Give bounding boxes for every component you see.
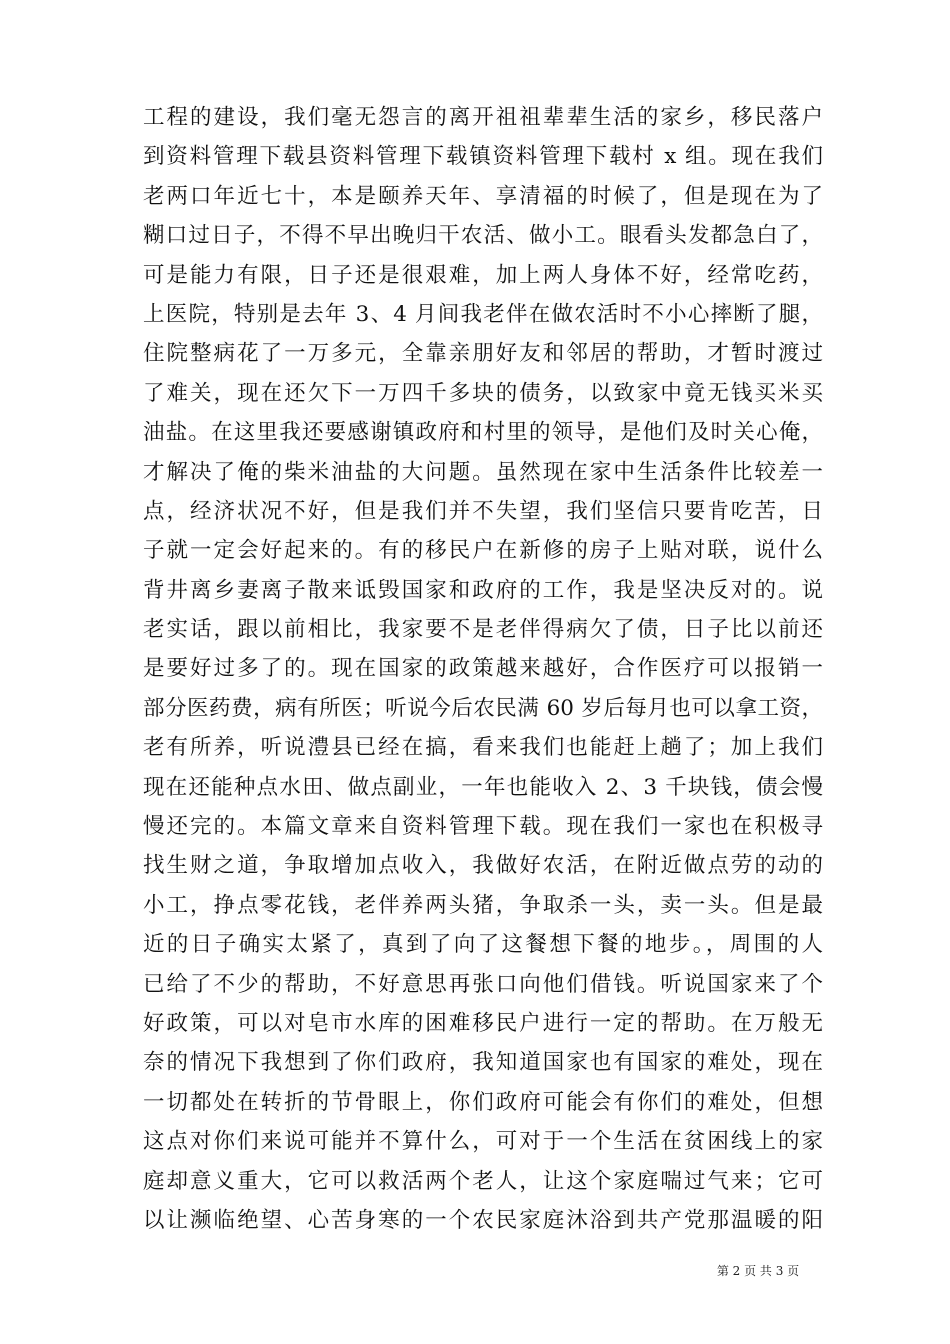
text-line: 部分医药费，病有所医；听说今后农民满 60 岁后每月也可以拿工资， — [143, 695, 823, 721]
text-line: 可是能力有限，日子还是很艰难，加上两人身体不好，经常吃药， — [143, 262, 823, 288]
text-line: 老两口年近七十，本是颐养天年、享清福的时候了，但是现在为了 — [143, 183, 823, 209]
text-line: 这点对你们来说可能并不算什么，可对于一个生活在贫困线上的家 — [143, 1129, 823, 1155]
page-number: 第 2 页 共 3 页 — [716, 1264, 800, 1278]
text-line: 老实话，跟以前相比，我家要不是老伴得病欠了债，日子比以前还 — [143, 617, 823, 643]
text-line: 现在还能种点水田、做点副业，一年也能收入 2、3 千块钱，债会慢 — [143, 774, 823, 800]
text-line: 找生财之道，争取增加点收入，我做好农活，在附近做点劳的动的 — [143, 853, 823, 879]
text-line: 以让濒临绝望、心苦身寒的一个农民家庭沐浴到共产党那温暖的阳 — [143, 1207, 823, 1233]
text-line: 奈的情况下我想到了你们政府，我知道国家也有国家的难处，现在 — [143, 1050, 823, 1076]
text-line: 慢还完的。本篇文章来自资料管理下载。现在我们一家也在积极寻 — [143, 814, 823, 840]
text-line: 工程的建设，我们毫无怨言的离开祖祖辈辈生活的家乡，移民落户 — [143, 105, 823, 130]
text-line: 是要好过多了的。现在国家的政策越来越好，合作医疗可以报销一 — [143, 656, 823, 682]
text-line: 老有所养，听说澧县已经在搞，看来我们也能赶上趟了；加上我们 — [143, 735, 823, 761]
text-line: 庭却意义重大，它可以救活两个老人，让这个家庭喘过气来；它可 — [143, 1168, 823, 1194]
text-line: 到资料管理下载县资料管理下载镇资料管理下载村 x 组。现在我们 — [143, 144, 823, 170]
text-line: 小工，挣点零花钱，老伴养两头猪，争取杀一头，卖一头。但是最 — [143, 892, 823, 918]
text-line: 好政策，可以对皂市水库的困难移民户进行一定的帮助。在万般无 — [143, 1010, 823, 1036]
text-line: 住院整病花了一万多元，全靠亲朋好友和邻居的帮助，才暂时渡过 — [143, 341, 823, 367]
text-line: 点，经济状况不好，但是我们并不失望，我们坚信只要肯吃苦，日 — [143, 498, 823, 524]
text-line: 油盐。在这里我还要感谢镇政府和村里的领导，是他们及时关心俺， — [143, 420, 823, 446]
text-line: 了难关，现在还欠下一万四千多块的债务，以致家中竟无钱买米买 — [143, 380, 823, 406]
text-line: 一切都处在转折的节骨眼上，你们政府可能会有你们的难处，但想 — [143, 1089, 823, 1115]
text-line: 糊口过日子，不得不早出晚归干农活、做小工。眼看头发都急白了， — [143, 223, 823, 249]
text-line: 已给了不少的帮助，不好意思再张口向他们借钱。听说国家来了个 — [143, 971, 823, 997]
text-line: 上医院，特别是去年 3、4 月间我老伴在做农活时不小心摔断了腿， — [143, 301, 823, 327]
text-line: 子就一定会好起来的。有的移民户在新修的房子上贴对联，说什么 — [143, 538, 823, 564]
body-text — [143, 98, 823, 1240]
text-line: 近的日子确实太紧了，真到了向了这餐想下餐的地步。，周围的人 — [143, 932, 823, 958]
text-line: 才解决了俺的柴米油盐的大问题。虽然现在家中生活条件比较差一 — [143, 459, 823, 485]
text-line: 背井离乡妻离子散来诋毁国家和政府的工作，我是坚决反对的。说 — [143, 577, 823, 603]
